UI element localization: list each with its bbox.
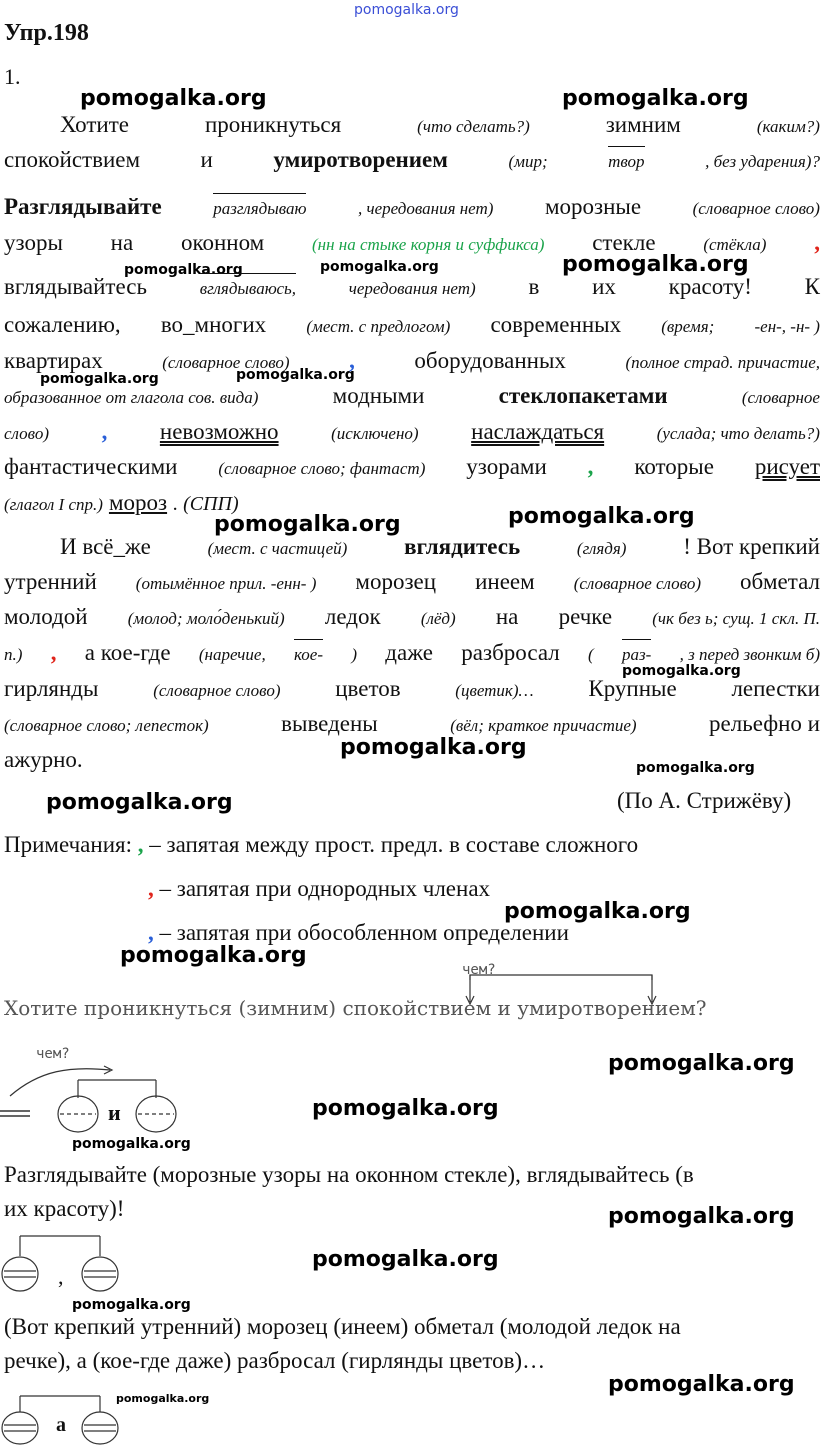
text-line-18: ажурно.	[4, 747, 83, 772]
notes-label: Примечания: , – запятая между прост. предл. в составе сложного	[4, 832, 639, 857]
scheme-3-sentence-a: (Вот крепкий утренний) морозец (инеем) обметал (молодой ледок на	[4, 1314, 681, 1339]
watermark: pomogalka.org	[622, 663, 741, 679]
watermark: pomogalka.org	[40, 371, 159, 387]
text-line-10: фантастическими (словарное слово; фантаст) узорами , которые рисует	[4, 454, 820, 479]
note-item-blue: , – запятая при обособленном определении	[148, 920, 569, 945]
watermark: pomogalka.org	[120, 943, 307, 968]
scheme-1-sentence: Хотите проникнуться (зимним) спокойствием и умиротворением?	[4, 996, 707, 1020]
watermark: pomogalka.org	[214, 512, 401, 537]
text-line-15: п.) , а кое-где (наречие, кое- ) даже разбросал ( раз- , з перед звонким б)	[4, 638, 820, 670]
text-line-8: образованное от глагола сов. вида) модными стеклопакетами (словарное	[4, 383, 820, 408]
watermark: pomogalka.org	[562, 86, 749, 111]
text-line-13: утренний (отымённое прил. -енн- ) морозец инеем (словарное слово) обметал	[4, 569, 820, 594]
text-line-3: Разглядывайте разглядываю , чередования нет) морозные (словарное слово)	[4, 192, 820, 224]
scheme-2-sentence-b: их красоту)!	[4, 1196, 125, 1221]
text-line-7: квартирах (словарное слово) , оборудованных (полное страд. причастие,	[4, 348, 820, 373]
watermark: pomogalka.org	[312, 1247, 499, 1272]
watermark: pomogalka.org	[608, 1204, 795, 1229]
watermark: pomogalka.org	[636, 760, 755, 776]
scheme-3-sentence-b: речке), а (кое-где даже) разбросал (гирлянды цветов)…	[4, 1348, 546, 1373]
watermark: pomogalka.org	[508, 504, 695, 529]
text-line-16: гирлянды (словарное слово) цветов (цветик)… Крупные лепестки	[4, 676, 820, 701]
top-watermark: pomogalka.org	[354, 2, 459, 18]
text-line-17: (словарное слово; лепесток) выведены (вёл; краткое причастие) рельефно и	[4, 711, 820, 736]
text-line-4: узоры на оконном (нн на стыке корня и суффикса) стекле (стёкла) ,	[4, 230, 820, 255]
exercise-title: Упр.198	[4, 20, 89, 46]
item-number: 1.	[4, 64, 21, 89]
watermark: pomogalka.org	[236, 367, 355, 383]
scheme-diagram-question: чем?	[36, 1046, 70, 1062]
watermark: pomogalka.org	[72, 1297, 191, 1313]
text-line-11: (глагол I спр.) мороз . (СПП)	[4, 490, 239, 515]
watermark: pomogalka.org	[504, 899, 691, 924]
watermark: pomogalka.org	[80, 86, 267, 111]
watermark: pomogalka.org	[46, 790, 233, 815]
author: (По А. Стрижёву)	[617, 788, 792, 813]
watermark: pomogalka.org	[562, 252, 749, 277]
text-line-9: слово) , невозможно (исключено) наслаждаться (услада; что делать?)	[4, 419, 820, 444]
scheme-3-conj: а	[56, 1414, 66, 1436]
watermark: pomogalka.org	[72, 1136, 191, 1152]
text-line-6: сожалению, во_многих (мест. с предлогом) современных (время; -ен-, -н- )	[4, 312, 820, 337]
text-line-1: Хотите проникнуться (что сделать?) зимним (каким?)	[60, 112, 820, 137]
scheme-2-comma: ,	[58, 1264, 64, 1289]
watermark: pomogalka.org	[340, 735, 527, 760]
watermark: pomogalka.org	[312, 1096, 499, 1121]
scheme-question: чем?	[462, 962, 496, 978]
watermark: pomogalka.org	[608, 1372, 795, 1397]
watermark: pomogalka.org	[608, 1051, 795, 1076]
text-line-2: спокойствием и умиротворением (мир; твор , без ударения)?	[4, 145, 820, 177]
watermark: pomogalka.org	[116, 1392, 210, 1405]
note-item-red: , – запятая при однородных членах	[148, 876, 491, 901]
text-line-14: молодой (молод; моло́денький) ледок (лёд) на речке (чк без ь; сущ. 1 скл. П.	[4, 604, 820, 629]
text-line-5: вглядывайтесь вглядываюсь, чередования нет) в их красоту! К	[4, 272, 820, 304]
watermark: pomogalka.org	[124, 262, 243, 278]
text-line-12: И всё_же (мест. с частицей) вглядитесь (глядя) ! Вот крепкий	[60, 534, 820, 559]
scheme-conj-and: и	[108, 1100, 121, 1125]
scheme-2-sentence-a: Разглядывайте (морозные узоры на оконном стекле), вглядывайтесь (в	[4, 1162, 694, 1187]
watermark: pomogalka.org	[320, 259, 439, 275]
